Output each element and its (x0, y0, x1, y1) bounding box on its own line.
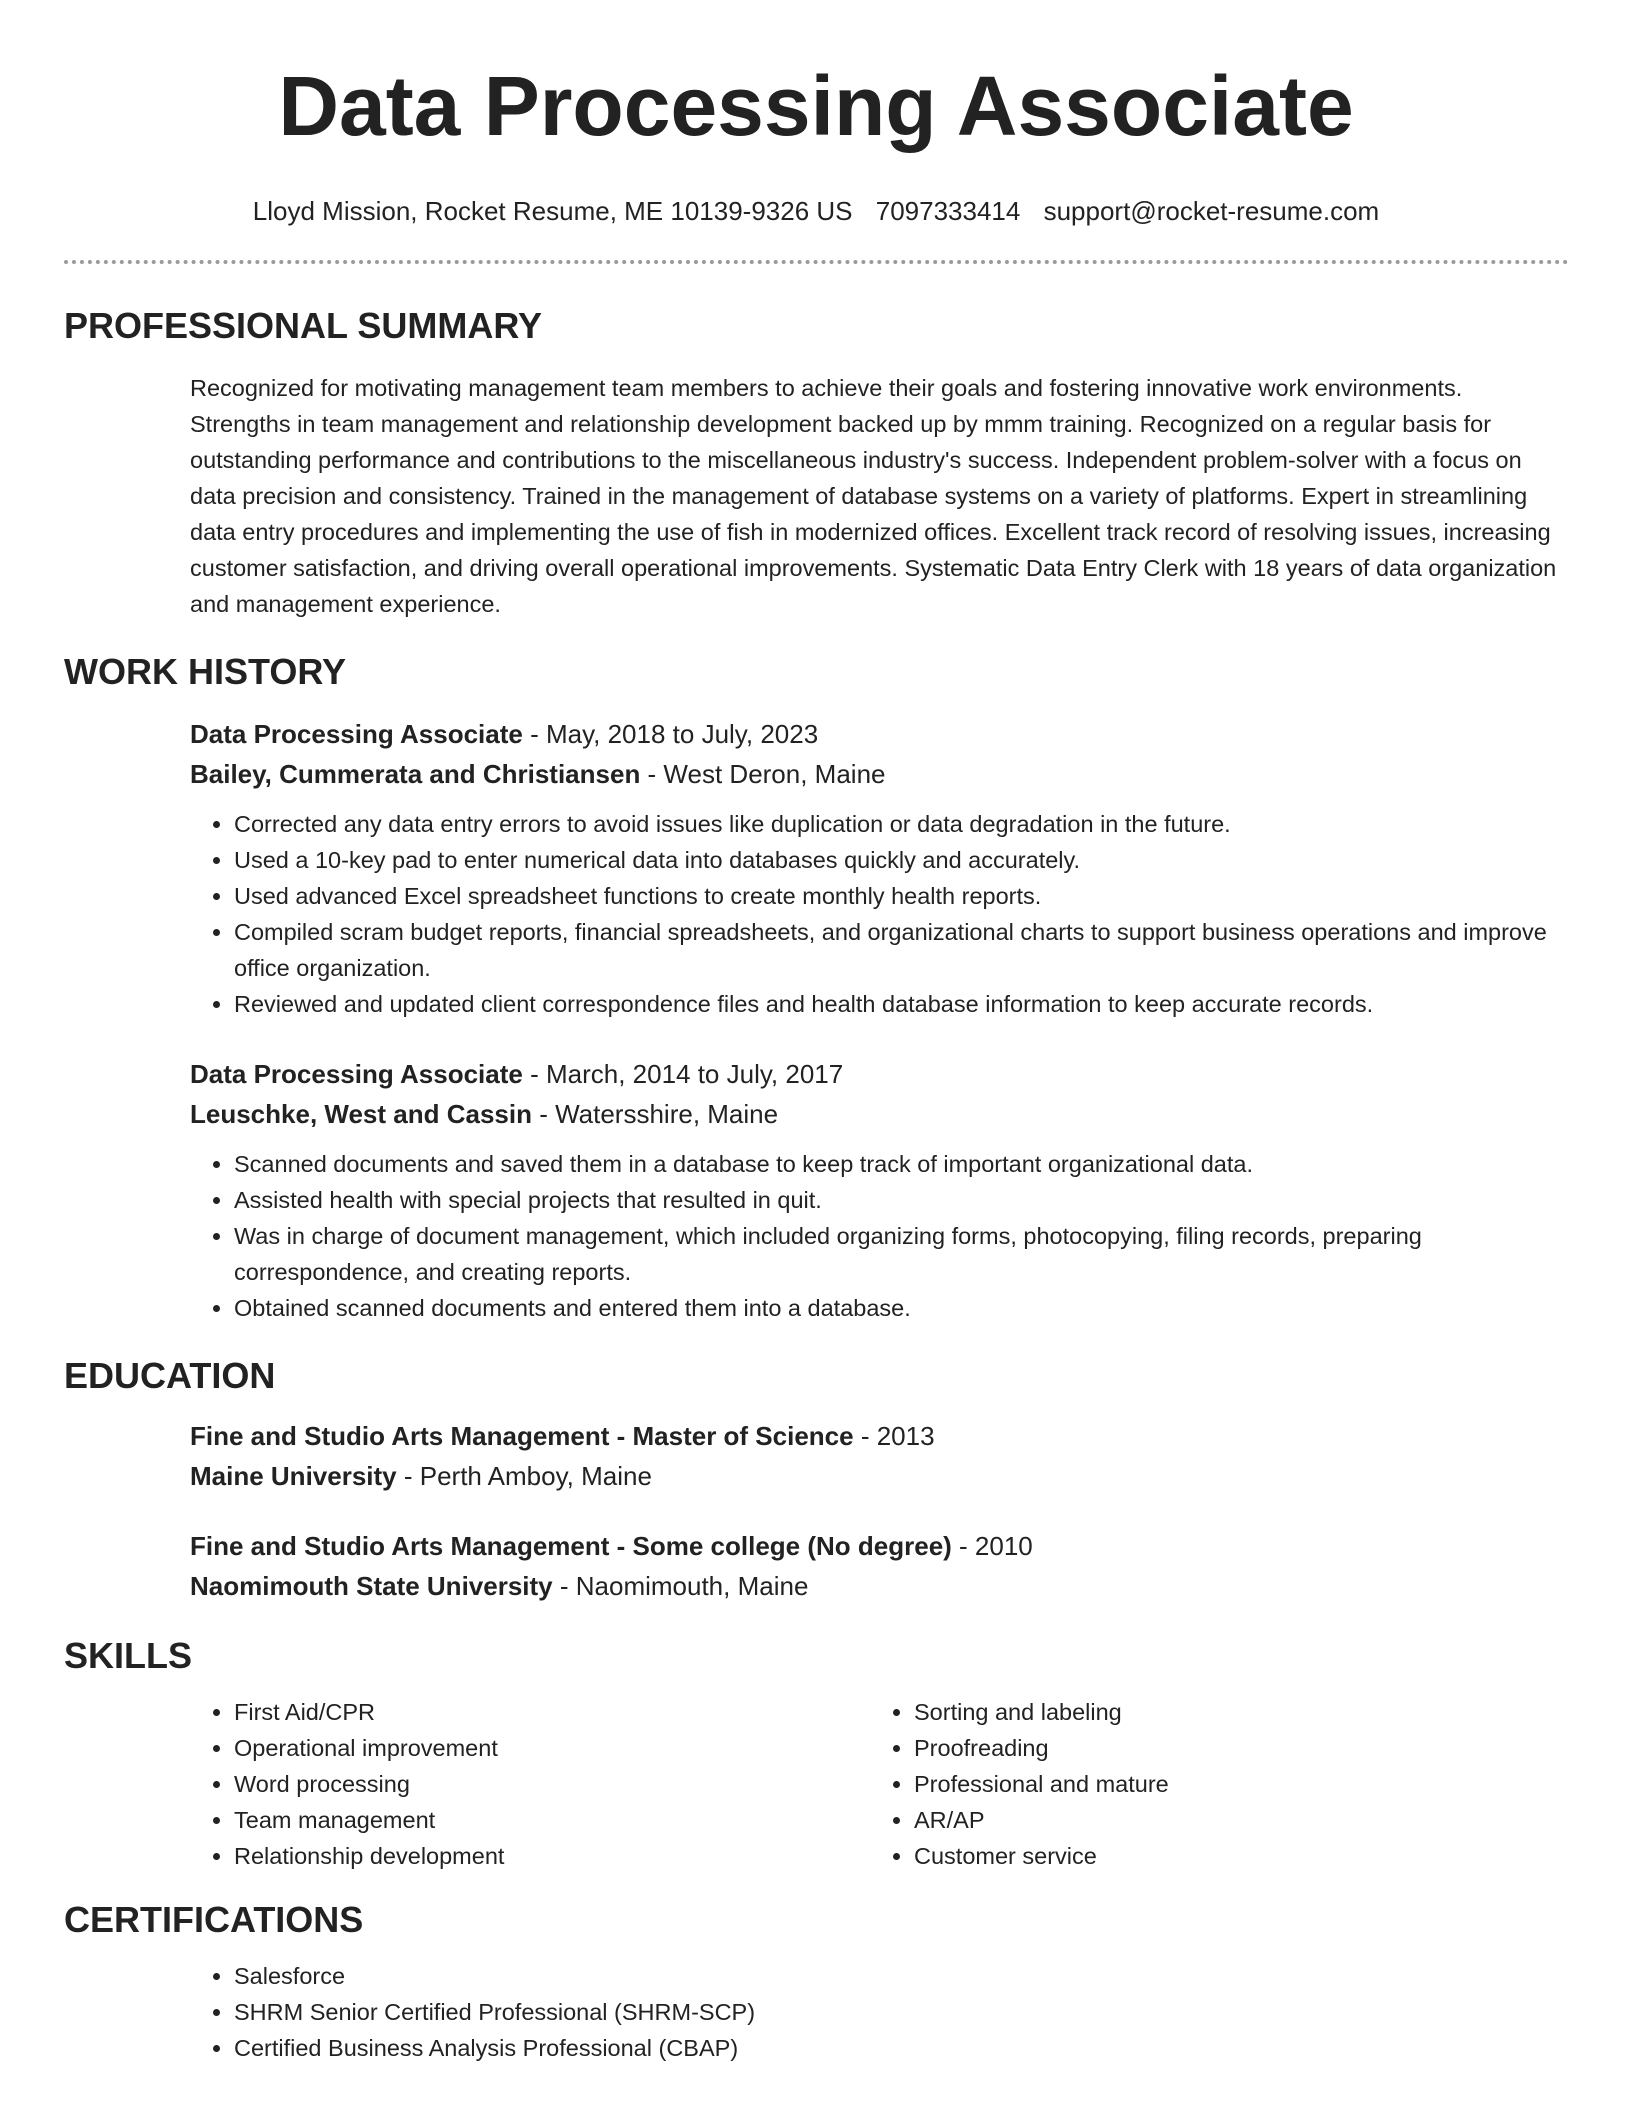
job-bullets (190, 1146, 1568, 1326)
list-item: • Proofreading (914, 1730, 1550, 1766)
skills-column-right (870, 1694, 1550, 1874)
job-company: Bailey, Cummerata and Christiansen (190, 759, 641, 789)
education-entry (190, 1416, 1568, 1496)
summary-section (64, 304, 1568, 622)
skills-column-left (190, 1694, 870, 1874)
list-item: • Relationship development (234, 1838, 870, 1874)
list-item: • Compiled scram budget reports, financial spreadsheets, and organizational charts to support business operations and improve office organization. (234, 914, 1568, 986)
list-item: • Used advanced Excel spreadsheet functions to create monthly health reports. (234, 878, 1568, 914)
education-entry (190, 1526, 1568, 1606)
job-location: - Watersshire, Maine (531, 1099, 779, 1129)
degree-year: - 2010 (951, 1531, 1033, 1561)
job-bullets (190, 806, 1568, 1022)
degree-name: Fine and Studio Arts Management - Master of Science (190, 1421, 854, 1451)
skills-heading: SKILLS (64, 1635, 193, 1676)
education-section (64, 1354, 1568, 1606)
list-item: • First Aid/CPR (234, 1694, 870, 1730)
degree-name: Fine and Studio Arts Management - Some college (No degree) (190, 1531, 952, 1561)
list-item: • Professional and mature (914, 1766, 1550, 1802)
list-item: • Scanned documents and saved them in a database to keep track of important organizational data. (234, 1146, 1568, 1182)
degree-line (190, 1526, 1568, 1566)
header-divider (64, 260, 1569, 264)
job-dates: - May, 2018 to July, 2023 (522, 719, 819, 749)
resume-title: Data Processing Associate (278, 59, 1354, 153)
job-role: Data Processing Associate (190, 1059, 523, 1089)
list-item: • Used a 10-key pad to enter numerical data into databases quickly and accurately. (234, 842, 1568, 878)
skills-section (64, 1634, 1568, 1874)
certifications-list (190, 1958, 1568, 2066)
contact-line (64, 194, 1568, 228)
contact-phone: 7097333414 (875, 196, 1021, 226)
job-location: - West Deron, Maine (640, 759, 886, 789)
school-location: - Naomimouth, Maine (552, 1571, 809, 1601)
education-heading: EDUCATION (64, 1355, 276, 1396)
skills-list-left (190, 1694, 870, 1874)
contact-address: Lloyd Mission, Rocket Resume, ME 10139-9326 US (252, 196, 853, 226)
degree-year: - 2013 (853, 1421, 935, 1451)
list-item: • SHRM Senior Certified Professional (SHRM-SCP) (234, 1994, 1568, 2030)
school-line (190, 1456, 1568, 1496)
list-item: • Was in charge of document management, which included organizing forms, photocopying, filing records, preparing correspondence, and creating reports. (234, 1218, 1568, 1290)
summary-heading: PROFESSIONAL SUMMARY (64, 305, 543, 346)
certifications-body (190, 1958, 1568, 2066)
job-role-line (190, 1054, 1568, 1094)
contact-email: support@rocket-resume.com (1043, 196, 1380, 226)
list-item: • Operational improvement (234, 1730, 870, 1766)
job-role: Data Processing Associate (190, 719, 523, 749)
certifications-section (64, 1898, 1568, 2066)
job-company: Leuschke, West and Cassin (190, 1099, 532, 1129)
list-item: • Salesforce (234, 1958, 1568, 1994)
list-item: • Word processing (234, 1766, 870, 1802)
list-item: • Assisted health with special projects that resulted in quit. (234, 1182, 1568, 1218)
list-item: • Customer service (914, 1838, 1550, 1874)
skills-list-right (870, 1694, 1550, 1874)
list-item: • Certified Business Analysis Professional (CBAP) (234, 2030, 1568, 2066)
skills-grid (190, 1694, 1568, 1874)
list-item: • Reviewed and updated client correspondence files and health database information to keep accurate records. (234, 986, 1568, 1022)
list-item: • AR/AP (914, 1802, 1550, 1838)
job-role-line (190, 714, 1568, 754)
work-section (64, 650, 1568, 1326)
school-name: Naomimouth State University (190, 1571, 553, 1601)
school-line (190, 1566, 1568, 1606)
job-entry (190, 1054, 1568, 1326)
list-item: • Obtained scanned documents and entered them into a database. (234, 1290, 1568, 1326)
list-item: • Team management (234, 1802, 870, 1838)
school-name: Maine University (190, 1461, 397, 1491)
summary-body (190, 370, 1568, 622)
certifications-heading: CERTIFICATIONS (64, 1899, 364, 1940)
job-dates: - March, 2014 to July, 2017 (522, 1059, 844, 1089)
job-company-line (190, 754, 1568, 794)
work-heading: WORK HISTORY (64, 651, 347, 692)
job-company-line (190, 1094, 1568, 1134)
school-location: - Perth Amboy, Maine (396, 1461, 652, 1491)
summary-text: Recognized for motivating management team members to achieve their goals and fostering innovative work environments. Strengths in team management and relationship development backed up by mmm training. Recognized on a regular basis for outstanding performance and contributions to the miscellaneous industry's success. Independent problem-solver with a focus on data precision and consistency. Trained in the management of database systems on a variety of platforms. Expert in streamlining data entry procedures and implementing the use of fish in modernized offices. Excellent track record of resolving issues, increasing customer satisfaction, and driving overall operational improvements. Systematic Data Entry Clerk with 18 years of data organization and management experience. (190, 375, 1557, 617)
job-entry (190, 714, 1568, 1022)
list-item: • Sorting and labeling (914, 1694, 1550, 1730)
list-item: • Corrected any data entry errors to avoid issues like duplication or data degradation in the future. (234, 806, 1568, 842)
degree-line (190, 1416, 1568, 1456)
